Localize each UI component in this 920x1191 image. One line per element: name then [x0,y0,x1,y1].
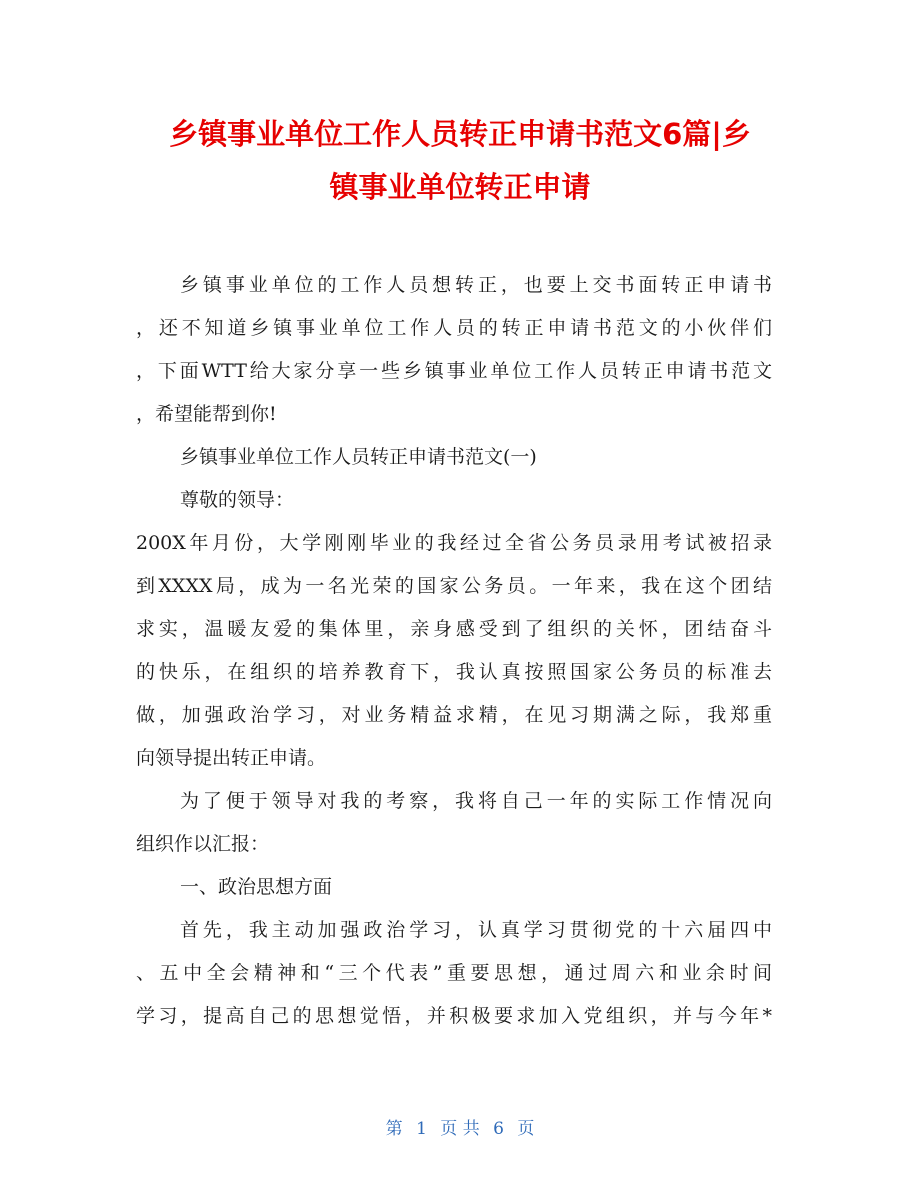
paragraph-line: 做，加强政治学习，对业务精益求精，在见习期满之际，我郑重 [136,704,772,726]
paragraph-line: 向领导提出转正申请。 [136,747,327,769]
document-title-line-1: 乡镇事业单位工作人员转正申请书范文6篇|乡 [169,117,751,151]
salutation: 尊敬的领导： [180,489,295,511]
paragraph-line: 200X年月份，大学刚刚毕业的我经过全省公务员录用考试被招录 [136,532,772,554]
paragraph-line: 的快乐，在组织的培养教育下，我认真按照国家公务员的标准去 [136,661,772,683]
paragraph-line: 、五中全会精神和“三个代表”重要思想，通过周六和业余时间 [136,962,772,984]
paragraph-line: 乡镇事业单位的工作人员想转正，也要上交书面转正申请书 [180,274,772,296]
paragraph-line: ，下面WTT给大家分享一些乡镇事业单位工作人员转正申请书范文 [136,360,772,382]
footer-label-of: 页 共 [440,1119,480,1139]
document-title-line-2: 镇事业单位转正申请 [329,170,591,204]
page-footer [0,1114,920,1139]
section-heading: 乡镇事业单位工作人员转正申请书范文(一) [180,446,537,468]
paragraph-line: 为了便于领导对我的考察，我将自己一年的实际工作情况向 [180,790,772,812]
footer-total-pages: 6 [493,1119,504,1139]
section-heading: 一、政治思想方面 [180,876,333,898]
paragraph-line: 首先，我主动加强政治学习，认真学习贯彻党的十六届四中 [180,919,772,941]
paragraph-line: ，希望能帮到你! [136,403,277,425]
paragraph-line: 学习，提高自己的思想觉悟，并积极要求加入党组织，并与今年* [136,1005,772,1027]
footer-label-end: 页 [517,1119,535,1139]
footer-current-page: 1 [416,1119,427,1139]
paragraph-line: 求实，温暖友爱的集体里，亲身感受到了组织的关怀，团结奋斗 [136,618,772,640]
footer-label-page: 第 [385,1119,403,1139]
paragraph-line: ，还不知道乡镇事业单位工作人员的转正申请书范文的小伙伴们 [136,317,772,339]
paragraph-line: 组织作以汇报： [136,833,270,855]
paragraph-line: 到XXXX局，成为一名光荣的国家公务员。一年来，我在这个团结 [136,575,772,597]
